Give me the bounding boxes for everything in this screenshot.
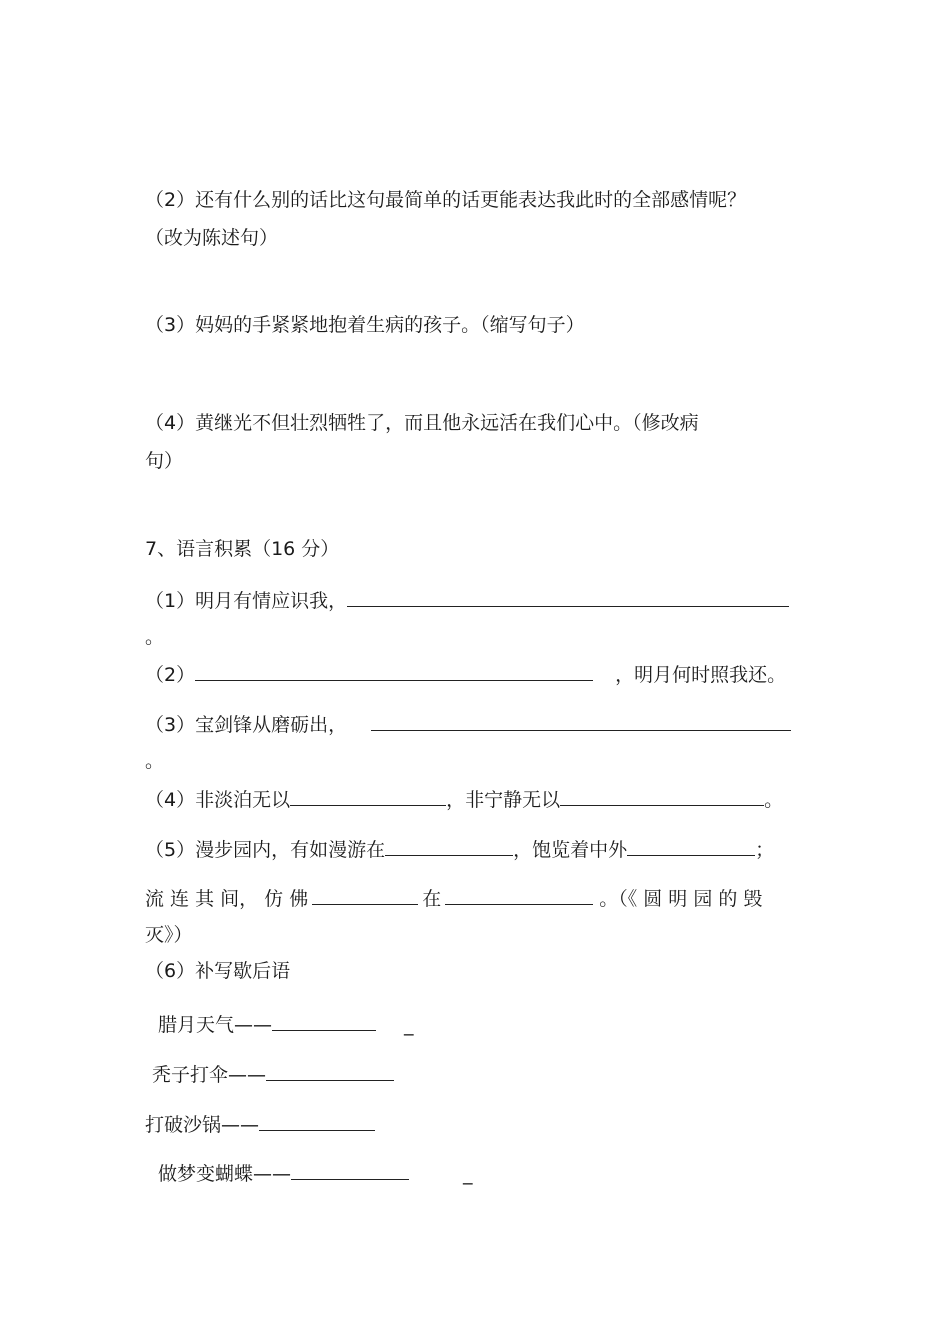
- trailing-underscore: _: [463, 1163, 473, 1185]
- q7-item4-blank-1[interactable]: [290, 783, 446, 806]
- q7-item5b-prompt: 流 连 其 间， 仿 佛: [145, 888, 309, 910]
- xiehouyu-blank[interactable]: [266, 1058, 394, 1081]
- q6-item2-line1: （2）还有什么别的话比这句最简单的话更能表达我此时的全部感情呢？: [145, 189, 747, 211]
- q7-item1-end-mark: 。: [145, 626, 165, 648]
- q6-item3: （3）妈妈的手紧紧地抱着生病的孩子。（缩写句子）: [145, 314, 585, 336]
- xiehouyu-item: [152, 1058, 394, 1090]
- q7-item5-source: 灭》）: [145, 924, 193, 946]
- q7-item1: [145, 584, 789, 616]
- q7-item3-end-mark: 。: [145, 750, 165, 772]
- q7-item5-mid: ，饱览着中外: [513, 839, 628, 861]
- q7-item2-suffix: ，明月何时照我还。: [615, 664, 787, 686]
- q6-item2-line2: （改为陈述句）: [145, 227, 279, 249]
- q6-item4-line2: 句）: [145, 450, 184, 472]
- xiehouyu-blank[interactable]: [291, 1157, 409, 1180]
- q7-item3-prompt: （3）宝剑锋从磨砺出，: [145, 714, 348, 736]
- q7-item5-blank-3[interactable]: [312, 882, 418, 905]
- q7-item2-blank[interactable]: [195, 658, 593, 681]
- q7-item6-title: （6）补写歇后语: [145, 960, 291, 982]
- xiehouyu-item: [158, 1008, 414, 1040]
- q7-item4: [145, 783, 783, 815]
- q7-item2-prompt: （2）: [145, 664, 196, 686]
- q7-title: 7、语言积累（16 分）: [145, 538, 340, 560]
- xiehouyu-item: [158, 1157, 473, 1189]
- xiehouyu-prompt: 秃子打伞——: [152, 1064, 267, 1086]
- q7-item5-blank-2[interactable]: [627, 833, 755, 856]
- q7-item3: [145, 708, 791, 740]
- q7-item5b-end: 。（《 圆 明 园 的 毁: [599, 888, 763, 910]
- q7-item2: [145, 658, 786, 690]
- q6-item4-line1: （4）黄继光不但壮烈牺牲了，而且他永远活在我们心中。（修改病: [145, 412, 699, 434]
- xiehouyu-prompt: 腊月天气——: [158, 1014, 273, 1036]
- q7-item4-prompt: （4）非淡泊无以: [145, 789, 291, 811]
- q7-item5-blank-4[interactable]: [445, 882, 593, 905]
- q7-item5: [145, 833, 774, 865]
- q7-item4-blank-2[interactable]: [560, 783, 764, 806]
- xiehouyu-prompt: 做梦变蝴蝶——: [158, 1163, 292, 1185]
- q7-item5-end: ；: [755, 839, 775, 861]
- q7-item1-prompt: （1）明月有情应识我，: [145, 590, 348, 612]
- q7-item3-blank[interactable]: [371, 708, 791, 731]
- q7-item5-continued: [145, 882, 762, 914]
- q7-item1-blank[interactable]: [347, 584, 789, 607]
- q7-item5-prompt: （5）漫步园内，有如漫游在: [145, 839, 386, 861]
- xiehouyu-prompt: 打破沙锅——: [145, 1114, 260, 1136]
- xiehouyu-blank[interactable]: [272, 1008, 376, 1031]
- q7-item5b-mid: 在: [422, 888, 442, 910]
- trailing-underscore: _: [404, 1014, 414, 1036]
- q7-item4-mid: ，非宁静无以: [446, 789, 561, 811]
- xiehouyu-item: [145, 1108, 375, 1140]
- q7-item4-end: 。: [764, 789, 784, 811]
- q7-item5-blank-1[interactable]: [385, 833, 513, 856]
- xiehouyu-blank[interactable]: [259, 1108, 375, 1131]
